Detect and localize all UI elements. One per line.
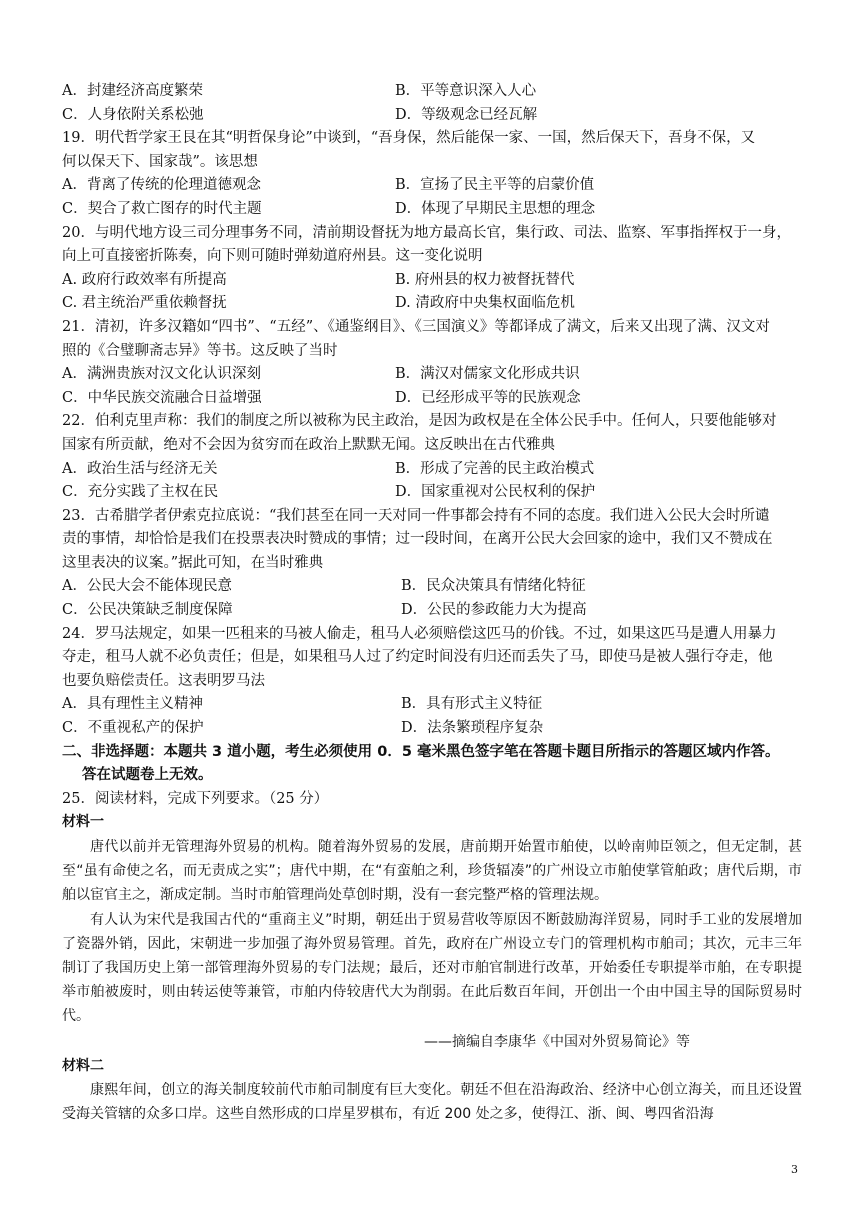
q18-options-row2: [62, 104, 802, 128]
q22-stem-line2: 国家有所贡献，绝对不会因为贫穷而在政治上默默无闻。这反映出在古代雅典: [62, 436, 555, 453]
q22-stem-line1: 22．伯利克里声称：我们的制度之所以被称为民主政治，是因为政权是在全体公民手中。任何人，只要他能够对: [62, 413, 777, 430]
q24-stem-line2: 夺走，租马人就不必负责任；但是，如果租马人过了约定时间没有归还而丢失了马，即使马是被人强行夺走，他: [62, 649, 773, 666]
page-number: 3: [791, 1163, 798, 1176]
q21-option-d: D．已经形成平等的民族观念: [395, 389, 581, 406]
q24-option-c: C．不重视私产的保护: [62, 720, 204, 737]
q19-option-b: B．宣扬了民主平等的启蒙价值: [395, 177, 595, 194]
material2-paragraph1: 康熙年间，创立的海关制度较前代市舶司制度有巨大变化。朝廷不但在沿海政治、经济中心创立海关，而且还设置受海关管辖的众多口岸。这些自然形成的口岸星罗棋布，有近 200 处之多，使得江、浙、闽、粤四省沿海: [62, 1082, 802, 1123]
material1-paragraph2: 有人认为宋代是我国古代的“重商主义”时期，朝廷出于贸易营收等原因不断鼓励海洋贸易，同时手工业的发展增加了瓷器外销，因此，宋朝进一步加强了海外贸易管理。首先，政府在广州设立专门的管理机构市舶司；其次，元丰三年制订了我国历史上第一部管理海外贸易的专门法规；最后，还对市舶官制进行改革，开始委任专职提举市舶，在专职提举市舶被废时，则由转运使等兼管，市舶内侍较唐代大为削弱。在此后数百年间，开创出一个由中国主导的国际贸易时代。: [62, 911, 802, 1025]
q22-option-d: D．国家重视对公民权利的保护: [395, 484, 596, 501]
q23-stem-line1: 23．古希腊学者伊索克拉底说：“我们甚至在同一天对同一件事都会持有不同的态度。我们进入公民大会时所谴: [62, 507, 770, 524]
q23-stem-line2: 责的事情，却恰恰是我们在投票表决时赞成的事情；过一段时间，在离开公民大会回家的途中，我们又不赞成在: [62, 531, 773, 548]
q20-stem-line1: 20．与明代地方设三司分理事务不同，清前期设督抚为地方最高长官，集行政、司法、监察、军事指挥权于一身，: [62, 224, 791, 241]
q23-option-a: A．公民大会不能体现民意: [62, 578, 232, 595]
q19-stem-line1: 19．明代哲学家王艮在其“明哲保身论”中谈到，“吾身保，然后能保一家、一国，然后保天下，吾身不保，又: [62, 130, 756, 147]
q21-options-row1: [62, 363, 802, 387]
q23-option-d: D．公民的参政能力大为提高: [401, 602, 587, 619]
q18-option-b: B．平等意识深入人心: [395, 83, 537, 99]
q20-option-b: B. 府州县的权力被督抚替代: [395, 271, 575, 288]
q20-option-a: A. 政府行政效率有所提高: [62, 271, 227, 288]
q19-options-row2: [62, 198, 802, 222]
q19-option-a: A．背离了传统的伦理道德观念: [62, 177, 261, 194]
q19-option-c: C．契合了救亡图存的时代主题: [62, 200, 262, 217]
q24-stem-line3: 也要负赔偿责任。这表明罗马法: [62, 672, 265, 689]
q24-option-d: D．法条繁琐程序复杂: [401, 720, 544, 737]
material2-title: 材料二: [62, 1057, 104, 1074]
q24-option-b: B．具有形式主义特征: [401, 696, 543, 713]
q19-option-d: D．体现了早期民主思想的理念: [395, 200, 596, 217]
q24-stem-line1: 24．罗马法规定，如果一匹租来的马被人偷走，租马人必须赔偿这匹马的价钱。不过，如果这匹马是遭人用暴力: [62, 625, 777, 642]
q22-option-a: A．政治生活与经济无关: [62, 460, 218, 477]
q23-options-row1: [62, 575, 802, 599]
q19-options-row1: [62, 174, 802, 198]
q18-options-row1: [62, 80, 802, 104]
q22-option-b: B．形成了完善的民主政治模式: [395, 460, 595, 477]
q18-option-c: C．人身依附关系松弛: [62, 106, 204, 123]
q24-options-row1: [62, 693, 802, 717]
q20-options-row1: [62, 269, 802, 293]
q22-option-c: C．充分实践了主权在民: [62, 484, 219, 501]
q20-option-c: C. 君主统治严重依赖督抚: [62, 295, 227, 312]
q23-option-c: C．公民决策缺乏制度保障: [62, 602, 233, 619]
q20-option-d: D. 清政府中央集权面临危机: [395, 295, 575, 312]
q18-option-a: A．封建经济高度繁荣: [62, 83, 203, 99]
q21-stem-line1: 21．清初，许多汉籍如“四书”、“五经”、《通鉴纲目》、《三国演义》等都译成了满文，后来又出现了满、汉文对: [62, 318, 770, 335]
section2-heading-line1: 二、非选择题：本题共 3 道小题，考生必须使用 0．5 毫米黑色签字笔在答题卡题目所指示的答题区域内作答。: [62, 743, 780, 760]
q18-option-d: D．等级观念已经瓦解: [395, 106, 538, 123]
q21-option-c: C．中华民族交流融合日益增强: [62, 389, 262, 406]
q21-options-row2: [62, 387, 802, 411]
q21-option-a: A．满洲贵族对汉文化认识深刻: [62, 366, 261, 383]
q19-stem-line2: 何以保天下、国家哉”。该思想: [62, 153, 258, 170]
material1-title: 材料一: [62, 814, 104, 831]
material1-source: ——摘编自李康华《中国对外贸易简论》等: [424, 1033, 690, 1050]
q21-option-b: B．满汉对儒家文化形成共识: [395, 366, 580, 383]
q22-options-row2: [62, 481, 802, 505]
q23-options-row2: [62, 599, 802, 623]
q24-option-a: A．具有理性主义精神: [62, 696, 203, 713]
exam-page: [62, 80, 802, 1127]
q20-stem-line2: 向上可直接密折陈奏，向下则可随时弹劾道府州县。这一变化说明: [62, 248, 483, 265]
q23-stem-line3: 这里表决的议案。”据此可知，在当时雅典: [62, 554, 324, 571]
section2-heading-line2: 答在试题卷上无效。: [82, 767, 213, 784]
q22-options-row1: [62, 458, 802, 482]
q25-stem: 25．阅读材料，完成下列要求。（25 分）: [62, 790, 329, 807]
material1-paragraph1: 唐代以前并无管理海外贸易的机构。随着海外贸易的发展，唐前期开始置市舶使，以岭南帅臣领之，但无定制，甚至“虽有命使之名，而无责成之实”；唐代中期，在“有蛮舶之利，珍货辐凑”的广州设立市舶使掌管舶政；唐代后期，市舶以宦官主之，渐成定制。当时市舶管理尚处草创时期，没有一套完整严格的管理法规。: [62, 839, 802, 904]
q24-options-row2: [62, 717, 802, 741]
q20-options-row2: [62, 292, 802, 316]
q23-option-b: B．民众决策具有情绪化特征: [401, 578, 586, 595]
q21-stem-line2: 照的《合璧聊斋志异》等书。这反映了当时: [62, 342, 338, 359]
